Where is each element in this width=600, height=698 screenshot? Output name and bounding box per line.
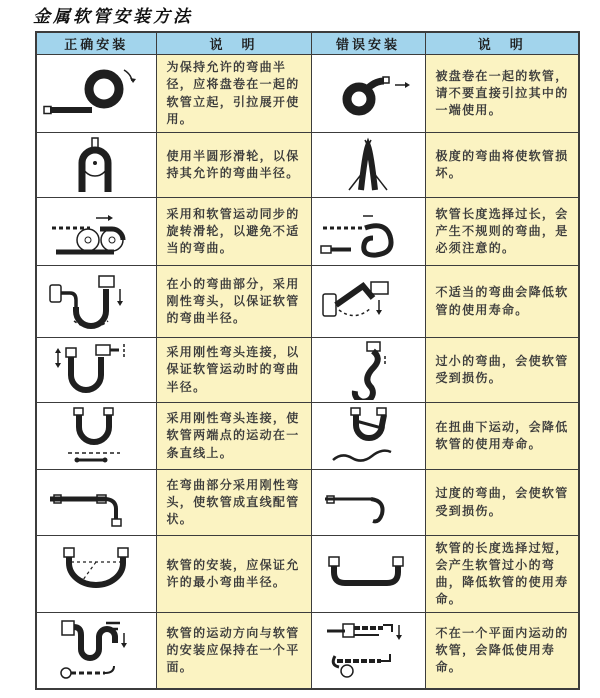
minimum-bend-radius-icon	[36, 536, 156, 613]
header-row	[36, 32, 579, 55]
table-row	[36, 198, 579, 266]
rigid-elbow-connection-icon	[36, 338, 156, 403]
description-correct: 使用半圆形滑轮，以保持其允许的弯曲半径。	[156, 133, 311, 198]
rotating-pulleys-synchronized-icon	[36, 198, 156, 266]
description-wrong: 被盘卷在一起的软管，请不要直接引拉其中的一端使用。	[425, 55, 579, 133]
description-wrong: 软管的长度选择过短，会产生软管过小的弯曲，降低软管的使用寿命。	[425, 536, 579, 613]
table-row	[36, 403, 579, 470]
improper-bend-icon	[311, 266, 425, 338]
description-wrong: 极度的弯曲将使软管损坏。	[425, 133, 579, 198]
rigid-elbow-small-bend-icon	[36, 266, 156, 338]
description-wrong: 过度的弯曲，会使软管受到损伤。	[425, 470, 579, 536]
description-wrong: 不在一个平面内运动的软管，会降低使用寿命。	[425, 613, 579, 689]
table-row	[36, 338, 579, 403]
description-correct: 在弯曲部分采用刚性弯头，使软管成直线配管状。	[156, 470, 311, 536]
table-row	[36, 613, 579, 689]
single-plane-motion-icon	[36, 613, 156, 689]
table-row	[36, 55, 579, 133]
description-correct: 软管的安装，应保证允许的最小弯曲半径。	[156, 536, 311, 613]
description-wrong: 过小的弯曲，会使软管受到损伤。	[425, 338, 579, 403]
table-row	[36, 133, 579, 198]
description-correct: 为保持允许的弯曲半径，应将盘卷在一起的软管立起，引拉展开使用。	[156, 55, 311, 133]
description-correct: 采用刚性弯头连接，使软管两端点的运动在一条直线上。	[156, 403, 311, 470]
too-small-bend-icon	[311, 338, 425, 403]
description-correct: 在小的弯曲部分，采用刚性弯头，以保证软管的弯曲半径。	[156, 266, 311, 338]
overbent-hose-icon	[311, 470, 425, 536]
semicircular-pulley-hose-icon	[36, 133, 156, 198]
table-row	[36, 536, 579, 613]
coiled-hose-pulled-end-icon	[311, 55, 425, 133]
twisted-motion-icon	[311, 403, 425, 470]
too-short-hose-icon	[311, 536, 425, 613]
description-correct: 采用刚性弯头连接，以保证软管运动时的弯曲半径。	[156, 338, 311, 403]
hose-installation-table	[35, 31, 580, 690]
description-wrong: 在扭曲下运动，会降低软管的使用寿命。	[425, 403, 579, 470]
extreme-bend-hose-icon	[311, 133, 425, 198]
page-title: 金属软管安装方法	[33, 7, 193, 27]
overlong-irregular-bend-icon	[311, 198, 425, 266]
ends-on-straight-line-icon	[36, 403, 156, 470]
description-wrong: 软管长度选择过长，会产生不规则的弯曲，是必须注意的。	[425, 198, 579, 266]
description-correct: 软管的运动方向与软管的安装应保持在一个平面。	[156, 613, 311, 689]
straight-piping-rigid-elbow-icon	[36, 470, 156, 536]
description-correct: 采用和软管运动同步的旋转滑轮，以避免不适当的弯曲。	[156, 198, 311, 266]
header-wrong-install: 错误安装	[311, 32, 425, 55]
table-row	[36, 266, 579, 338]
table-row	[36, 470, 579, 536]
header-correct-install: 正确安装	[36, 32, 156, 55]
coiled-hose-stood-up-unrolling-icon	[36, 55, 156, 133]
description-wrong: 不适当的弯曲会降低软管的使用寿命。	[425, 266, 579, 338]
header-correct-description: 说 明	[156, 32, 311, 55]
header-wrong-description: 说 明	[425, 32, 579, 55]
out-of-plane-motion-icon	[311, 613, 425, 689]
